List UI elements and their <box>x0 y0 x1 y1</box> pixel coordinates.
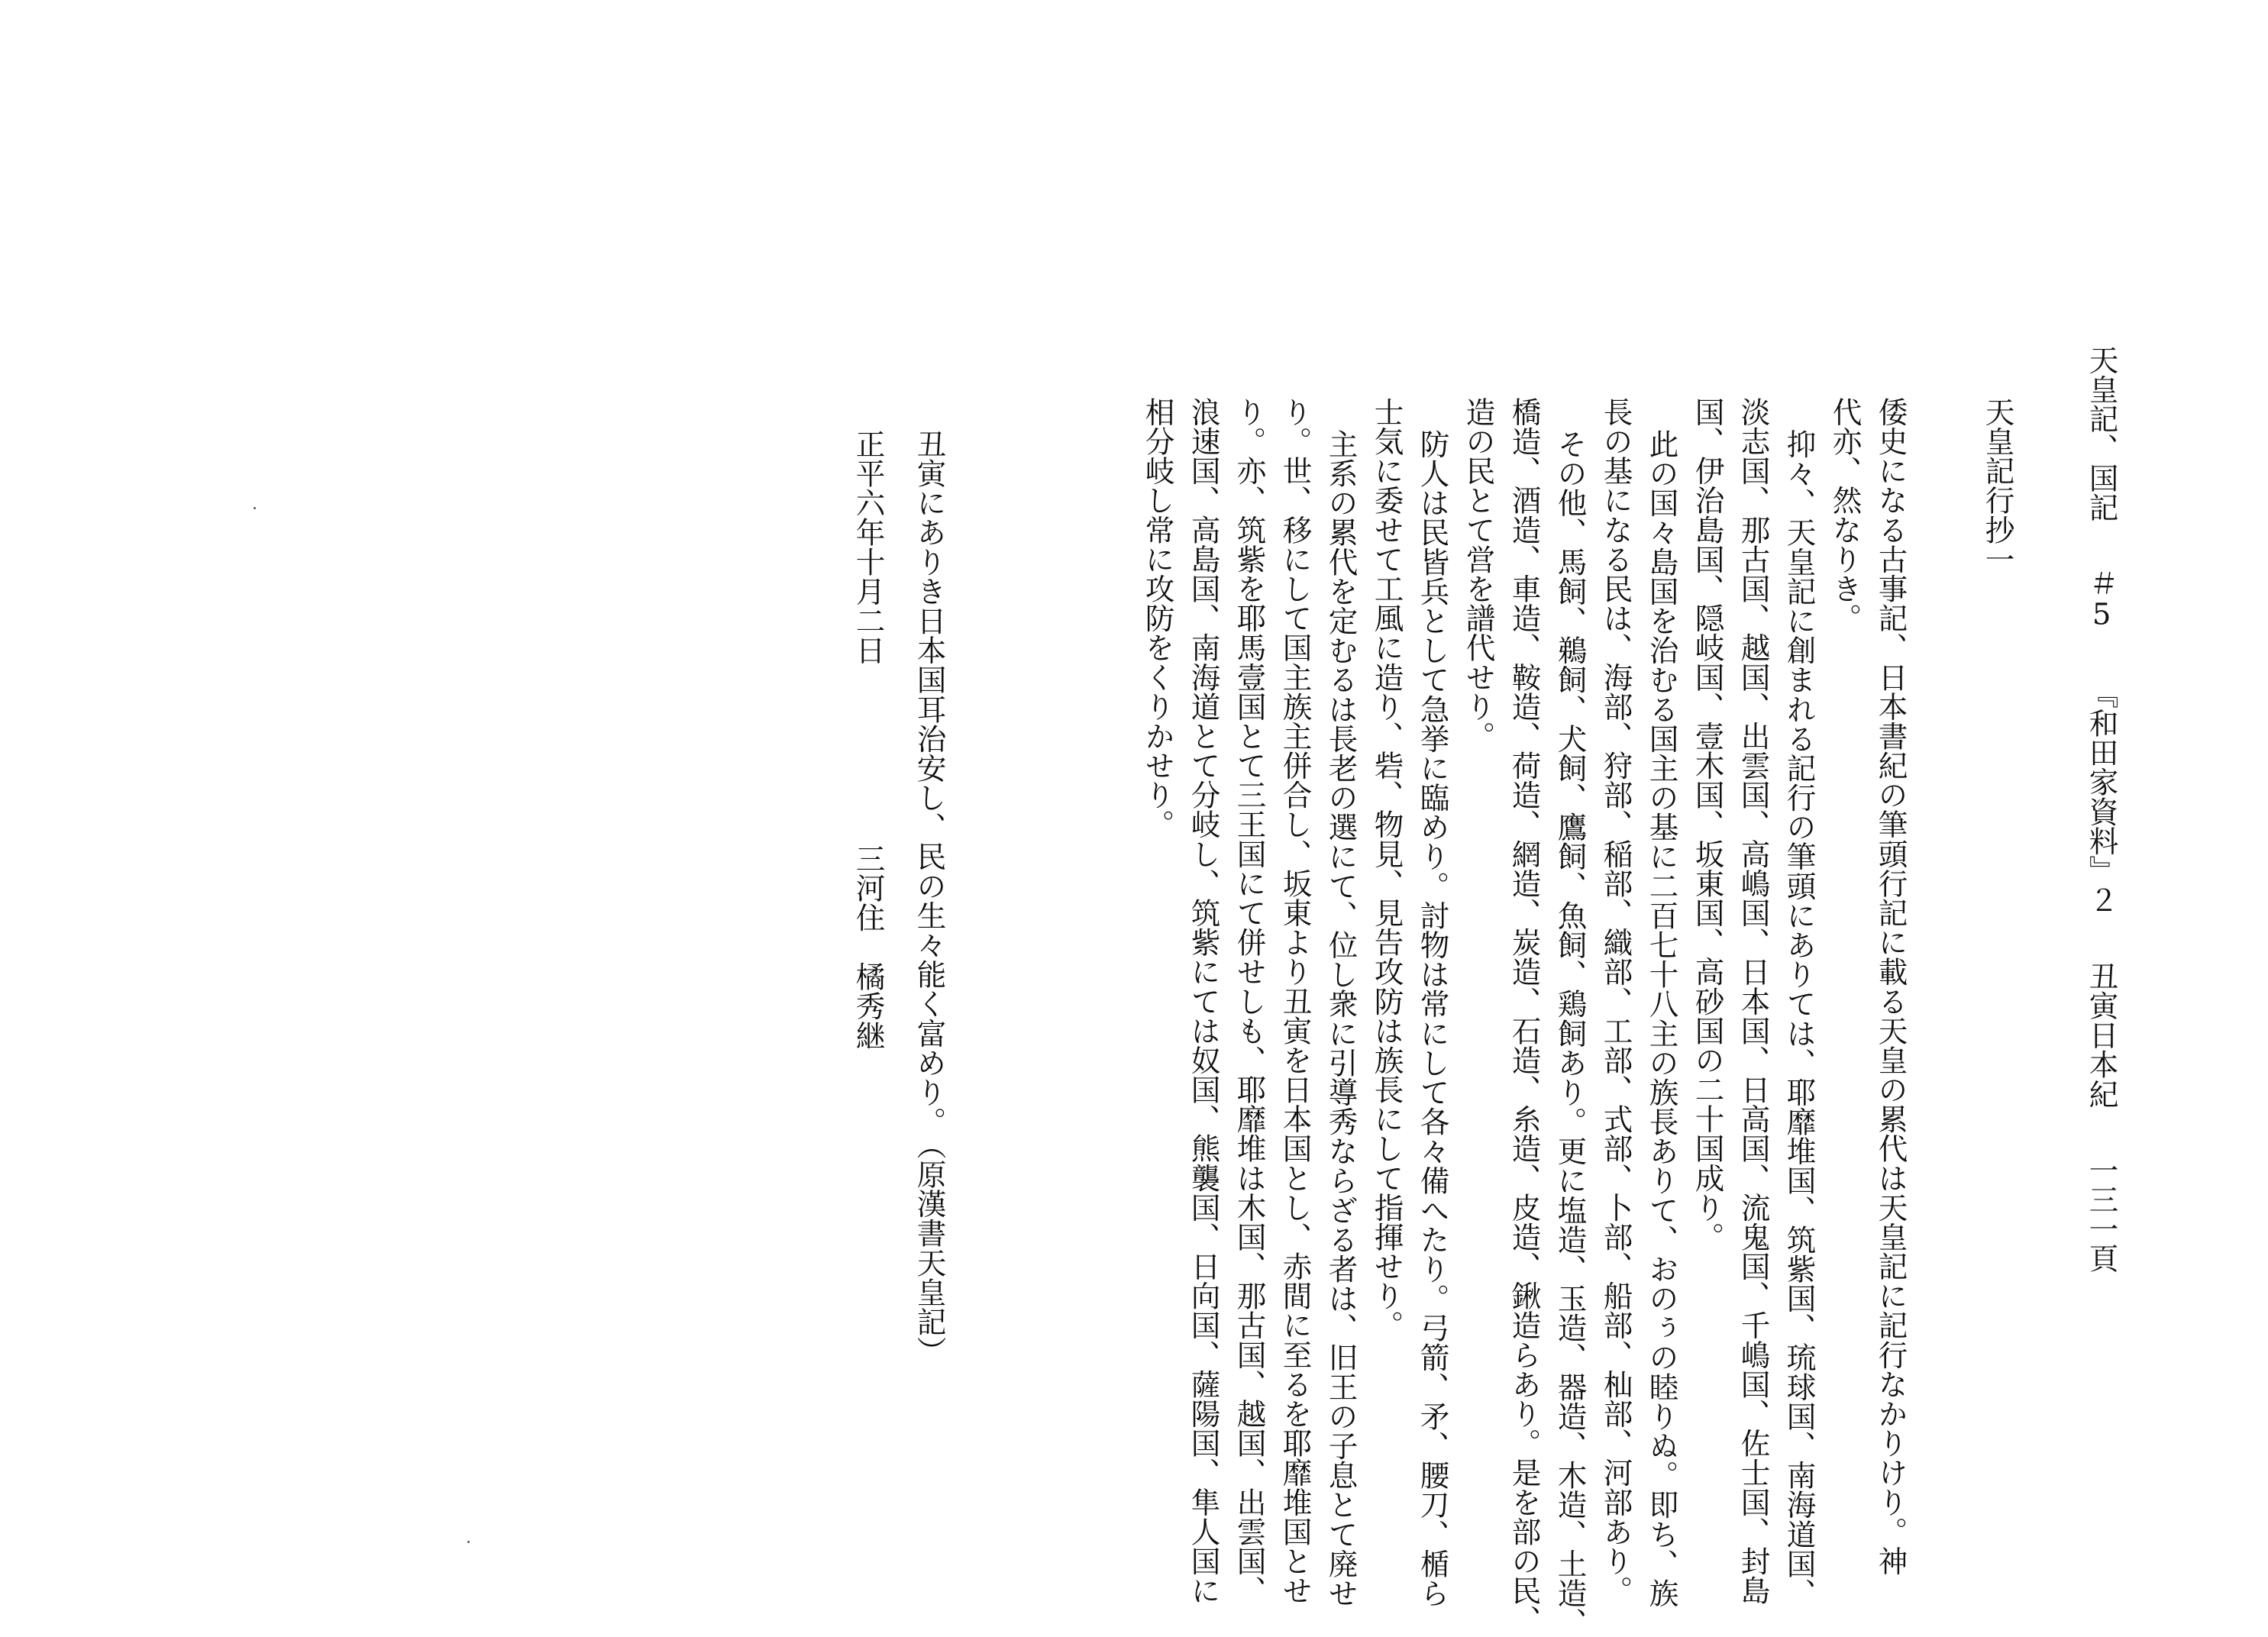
text-line: 淡志国、那古国、越国、出雲国、高嶋国、日本国、日高国、流鬼国、千嶋国、佐士国、封島 <box>1736 397 1771 1606</box>
header-collection: 『和田家資料』２ <box>2084 679 2119 915</box>
text-line: 橋造、酒造、車造、鞍造、荷造、網造、炭造、石造、糸造、皮造、鍬造らあり。是を部の民、 <box>1507 397 1542 1635</box>
header-series: 天皇記、国記 <box>2084 345 2119 522</box>
date-line: 正平六年十月二日 <box>851 429 886 665</box>
text-line: 主系の累代を定むるは長老の選にて、位し衆に引導秀ならざる者は、旧王の子息とて廃せ <box>1323 429 1359 1608</box>
text-line: 国、伊治島国、隠岐国、壹木国、坂東国、高砂国の二十国成り。 <box>1690 397 1725 1252</box>
source-note: （原漢書天皇記） <box>912 1130 947 1366</box>
page-header <box>2084 345 2119 1273</box>
text-line: 相分岐し常に攻防をくりかせり。 <box>1140 397 1175 839</box>
header-number: ＃5 <box>2084 568 2119 633</box>
scan-speck <box>467 1541 470 1543</box>
text-line: り。亦、筑紫を耶馬壹国とて三王国にて併せしも、耶靡堆は木国、那古国、越国、出雲国、 <box>1232 397 1267 1606</box>
text-line: 此の国々島国を治むる国主の基に二百七十八主の族長ありて、おのぅの睦りぬ。即ち、族 <box>1644 429 1679 1608</box>
text-line: 倭史になる古事記、日本書紀の筆頭行記に載る天皇の累代は天皇記に記行なかりけり。神 <box>1873 397 1908 1576</box>
text-line: 代亦、然なりき。 <box>1827 397 1863 633</box>
document-title: 天皇記行抄一 <box>1980 397 2015 574</box>
header-book: 丑寅日本紀 <box>2084 961 2119 1109</box>
author-line: 三河住 橘秀継 <box>851 844 886 1051</box>
text-line: その他、馬飼、鵜飼、犬飼、鷹飼、魚飼、鶏飼あり。更に塩造、玉造、器造、木造、土造、 <box>1552 429 1588 1637</box>
text-line: 防人は民皆兵として急挙に臨めり。討物は常にして各々備へたり。弓箭、矛、腰刀、楯ら <box>1415 429 1450 1608</box>
scan-speck <box>254 507 256 509</box>
text-line: 丑寅にありき日本国耳治安し、民の生々能く富めり。 <box>912 429 947 1137</box>
text-line: 浪速国、高島国、南海道とて分岐し、筑紫にては奴国、熊襲国、日向国、薩陽国、隼人国に <box>1186 397 1221 1606</box>
text-line: り。世、移にして国主族主併合し、坂東より丑寅を日本国とし、赤間に至るを耶靡堆国とせ <box>1278 397 1313 1606</box>
text-line: 士気に委せて工風に造り、砦、物見、見告攻防は族長にして指揮せり。 <box>1369 397 1404 1340</box>
text-line: 抑々、天皇記に創まれる記行の筆頭にありては、耶靡堆国、筑紫国、琉球国、南海道国、 <box>1782 429 1817 1608</box>
text-line: 造の民とて営を譜代せり。 <box>1461 397 1496 751</box>
header-page-number: 一三一頁 <box>2084 1154 2119 1273</box>
text-line: 長の基になる民は、海部、狩部、稲部、織部、工部、式部、卜部、船部、杣部、河部あり。 <box>1598 397 1633 1606</box>
